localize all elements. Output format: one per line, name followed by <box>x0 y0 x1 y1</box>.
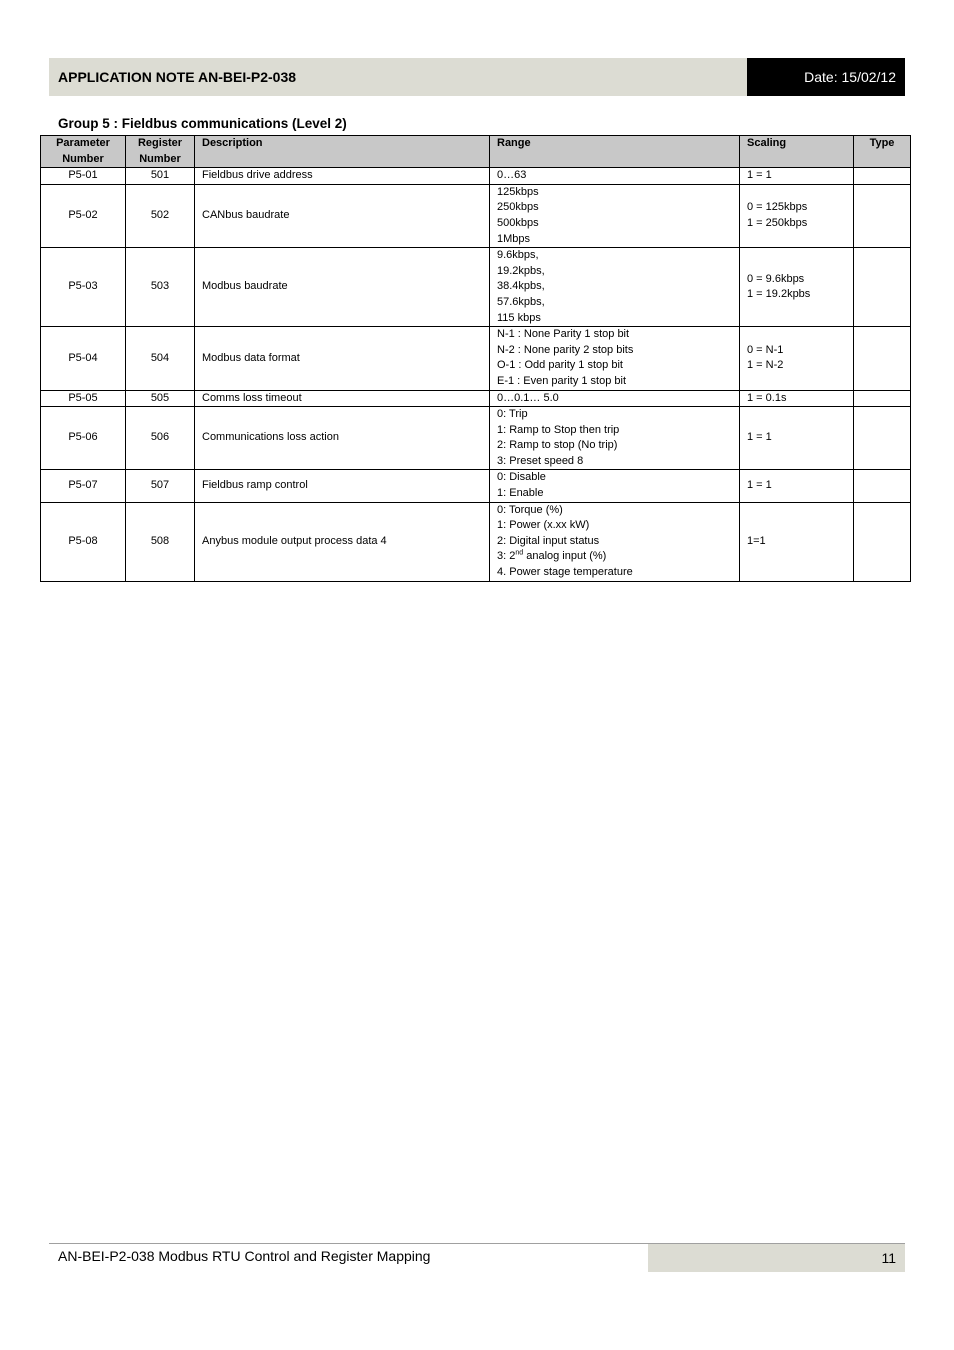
parameter-table <box>40 135 911 582</box>
cell-scaling <box>740 184 854 247</box>
cell-description: Fieldbus ramp control <box>195 470 490 502</box>
cell-type <box>854 502 911 581</box>
scaling-line: 1 = 19.2kpbs <box>747 288 811 301</box>
cell-type <box>854 248 911 327</box>
header-date: Date: 15/02/12 <box>747 58 905 96</box>
cell-parameter-number: P5-08 <box>41 502 126 581</box>
cell-description: Modbus baudrate <box>195 248 490 327</box>
cell-type <box>854 168 911 185</box>
cell-parameter-number: P5-01 <box>41 168 126 185</box>
cell-parameter-number: P5-02 <box>41 184 126 247</box>
range-line: E-1 : Even parity 1 stop bit <box>497 374 627 387</box>
scaling-line: 0 = 125kbps <box>747 201 808 214</box>
cell-type <box>854 390 911 407</box>
range-line: 3: 2nd analog input (%) <box>497 549 607 563</box>
cell-description: Comms loss timeout <box>195 390 490 407</box>
range-line: 500kbps <box>497 216 539 229</box>
range-line: 115 kbps <box>497 311 541 324</box>
cell-register-number: 506 <box>126 407 195 470</box>
range-line: 57.6kpbs, <box>497 295 545 308</box>
table-row <box>41 407 911 470</box>
table-row <box>41 184 911 247</box>
cell-parameter-number: P5-06 <box>41 407 126 470</box>
cell-register-number: 502 <box>126 184 195 247</box>
cell-register-number: 505 <box>126 390 195 407</box>
table-row <box>41 248 911 327</box>
range-line: 125kbps <box>497 185 539 198</box>
col-header-description: Description <box>195 136 490 168</box>
scaling-line: 1 = N-2 <box>747 359 784 372</box>
scaling-line: 1 = 0.1s <box>747 391 787 404</box>
col-header-type: Type <box>854 136 911 168</box>
cell-type <box>854 407 911 470</box>
cell-range <box>490 470 740 502</box>
col-header-range: Range <box>490 136 740 168</box>
footer-doc-title: AN-BEI-P2-038 Modbus RTU Control and Register Mapping <box>58 1248 431 1264</box>
table-row <box>41 470 911 502</box>
cell-parameter-number: P5-07 <box>41 470 126 502</box>
cell-parameter-number: P5-03 <box>41 248 126 327</box>
cell-type <box>854 470 911 502</box>
scaling-line: 1=1 <box>747 534 766 547</box>
scaling-line: 1 = 1 <box>747 169 772 182</box>
cell-type <box>854 184 911 247</box>
range-line: 2: Digital input status <box>497 534 600 547</box>
table-row <box>41 168 911 185</box>
cell-description: Modbus data format <box>195 327 490 390</box>
cell-register-number: 504 <box>126 327 195 390</box>
range-line: N-1 : None Parity 1 stop bit <box>497 328 630 341</box>
cell-type <box>854 327 911 390</box>
range-line: 250kbps <box>497 201 539 214</box>
cell-scaling <box>740 390 854 407</box>
scaling-line: 1 = 1 <box>747 479 772 492</box>
scaling-line: 0 = N-1 <box>747 343 784 356</box>
cell-parameter-number: P5-04 <box>41 327 126 390</box>
range-line: 9.6kbps, <box>497 249 539 262</box>
cell-description: Communications loss action <box>195 407 490 470</box>
cell-description: Anybus module output process data 4 <box>195 502 490 581</box>
footer-page-number: 11 <box>648 1244 905 1272</box>
col-header-parameter-number: Parameter Number <box>41 136 126 168</box>
cell-scaling <box>740 327 854 390</box>
range-line: 1Mbps <box>497 232 531 245</box>
scaling-line: 0 = 9.6kbps <box>747 272 805 285</box>
scaling-line: 1 = 1 <box>747 431 772 444</box>
table-row <box>41 502 911 581</box>
range-line: 0: Disable <box>497 471 546 484</box>
cell-scaling <box>740 502 854 581</box>
cell-range <box>490 168 740 185</box>
header-title: APPLICATION NOTE AN-BEI-P2-038 <box>49 58 747 96</box>
range-line: 0: Torque (%) <box>497 503 563 516</box>
range-line: 3: Preset speed 8 <box>497 454 584 467</box>
range-line: O-1 : Odd parity 1 stop bit <box>497 359 623 372</box>
cell-range <box>490 248 740 327</box>
cell-scaling <box>740 470 854 502</box>
cell-range <box>490 184 740 247</box>
cell-parameter-number: P5-05 <box>41 390 126 407</box>
col-header-scaling: Scaling <box>740 136 854 168</box>
cell-scaling <box>740 168 854 185</box>
range-line: 0…0.1… 5.0 <box>497 391 559 404</box>
range-line: 2: Ramp to stop (No trip) <box>497 439 618 452</box>
table-row <box>41 327 911 390</box>
cell-range <box>490 390 740 407</box>
cell-register-number: 501 <box>126 168 195 185</box>
cell-range <box>490 407 740 470</box>
group-title: Group 5 : Fieldbus communications (Level 2) <box>58 116 347 131</box>
cell-description: Fieldbus drive address <box>195 168 490 185</box>
range-line: 0…63 <box>497 169 527 182</box>
cell-register-number: 503 <box>126 248 195 327</box>
range-line: 4. Power stage temperature <box>497 566 633 579</box>
table-row <box>41 390 911 407</box>
range-line: N-2 : None parity 2 stop bits <box>497 343 634 356</box>
range-line: 0: Trip <box>497 408 528 421</box>
cell-description: CANbus baudrate <box>195 184 490 247</box>
cell-register-number: 507 <box>126 470 195 502</box>
range-line: 1: Ramp to Stop then trip <box>497 423 620 436</box>
scaling-line: 1 = 250kbps <box>747 216 808 229</box>
cell-scaling <box>740 407 854 470</box>
range-line: 1: Enable <box>497 487 544 500</box>
table-header-row <box>41 136 911 168</box>
col-header-register-number: Register Number <box>126 136 195 168</box>
cell-scaling <box>740 248 854 327</box>
cell-register-number: 508 <box>126 502 195 581</box>
cell-range <box>490 327 740 390</box>
range-line: 38.4kpbs, <box>497 280 545 293</box>
range-line: 1: Power (x.xx kW) <box>497 519 590 532</box>
range-line: 19.2kpbs, <box>497 264 545 277</box>
cell-range <box>490 502 740 581</box>
